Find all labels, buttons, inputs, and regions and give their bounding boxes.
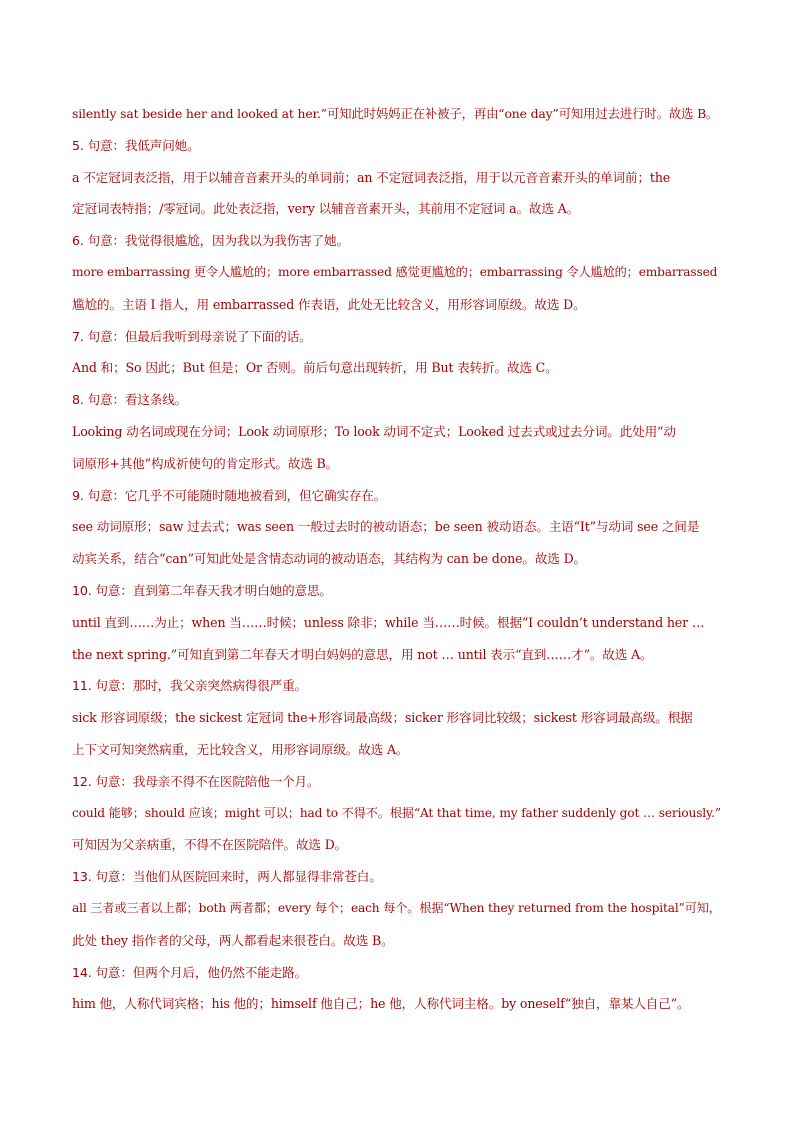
explanation-line: the next spring.”可知直到第二年春天才明白妈妈的意思，用 not … until 表示“直到……才”。故选 A。 bbox=[72, 646, 653, 662]
explanation-line: Looking 动名词或现在分词；Look 动词原形；To look 动词不定式；Looked 过去式或过去分词。此处用“动 bbox=[72, 423, 676, 439]
question-7-meaning: 7. 句意：但最后我听到母亲说了下面的话。 bbox=[72, 328, 312, 344]
explanation-line: 定冠词表特指；/零冠词。此处表泛指，very 以辅音音素开头，其前用不定冠词 a。故选 A。 bbox=[72, 201, 580, 217]
explanation-line: silently sat beside her and looked at her.”可知此时妈妈正在补被子，再由“one day”可知用过去进行时。故选 B。 bbox=[72, 106, 719, 121]
explanation-line: 可知因为父亲病重，不得不在医院陪伴。故选 D。 bbox=[72, 837, 348, 853]
explanation-line: 词原形+其他”构成祈使句的肯定形式。故选 B。 bbox=[72, 455, 339, 471]
question-10-meaning: 10. 句意：直到第二年春天我才明白她的意思。 bbox=[72, 582, 332, 598]
question-13-meaning: 13. 句意：当他们从医院回来时，两人都显得非常苍白。 bbox=[72, 869, 382, 885]
question-5-meaning: 5. 句意：我低声问她。 bbox=[72, 137, 200, 153]
explanation-line: all 三者或三者以上都；both 两者都；every 每个；each 每个。根据“When they returned from the hospital”可知， bbox=[72, 900, 721, 915]
question-14-meaning: 14. 句意：但两个月后，他仍然不能走路。 bbox=[72, 964, 307, 980]
explanation-line: see 动词原形；saw 过去式；was seen 一般过去时的被动语态；be seen 被动语态。主语“It”与动词 see 之间是 bbox=[72, 519, 700, 535]
explanation-line: until 直到……为止；when 当……时候；unless 除非；while 当……时候。根据“I couldn’t understand her … bbox=[72, 614, 705, 630]
question-9-meaning: 9. 句意：它几乎不可能随时随地被看到，但它确实存在。 bbox=[72, 487, 387, 503]
question-11-meaning: 11. 句意：那时，我父亲突然病得很严重。 bbox=[72, 678, 307, 694]
explanation-line: sick 形容词原级；the sickest 定冠词 the+形容词最高级；sicker 形容词比较级；sickest 形容词最高级。根据 bbox=[72, 710, 693, 726]
question-8-meaning: 8. 句意：看这条线。 bbox=[72, 392, 188, 408]
explanation-line: 此处 they 指作者的父母，两人都看起来很苍白。故选 B。 bbox=[72, 932, 394, 948]
question-6-meaning: 6. 句意：我觉得很尴尬，因为我以为我伤害了她。 bbox=[72, 233, 349, 249]
explanation-line: 动宾关系，结合“can”可知此处是含情态动词的被动语态，其结构为 can be done。故选 D。 bbox=[72, 551, 586, 567]
explanation-line: could 能够；should 应该；might 可以；had to 不得不。根据“At that time, my father suddenly got … seriously.” bbox=[72, 805, 721, 820]
answer-explanations bbox=[72, 98, 722, 1020]
explanation-line: him 他，人称代词宾格；his 他的；himself 他自己；he 他，人称代词主格。by oneself“独自，靠某人自己”。 bbox=[72, 996, 690, 1012]
question-12-meaning: 12. 句意：我母亲不得不在医院陪他一个月。 bbox=[72, 773, 320, 789]
explanation-line: And 和；So 因此；But 但是；Or 否则。前后句意出现转折，用 But 表转折。故选 C。 bbox=[72, 360, 558, 376]
explanation-line: 尴尬的。主语 I 指人，用 embarrassed 作表语，此处无比较含义，用形容词原级。故选 D。 bbox=[72, 296, 586, 312]
explanation-line: 上下文可知突然病重，无比较含义，用形容词原级。故选 A。 bbox=[72, 741, 409, 757]
explanation-line: a 不定冠词表泛指，用于以辅音音素开头的单词前；an 不定冠词表泛指，用于以元音音素开头的单词前；the bbox=[72, 169, 671, 185]
explanation-line: more embarrassing 更令人尴尬的；more embarrassed 感觉更尴尬的；embarrassing 令人尴尬的；embarrassed bbox=[72, 264, 718, 279]
